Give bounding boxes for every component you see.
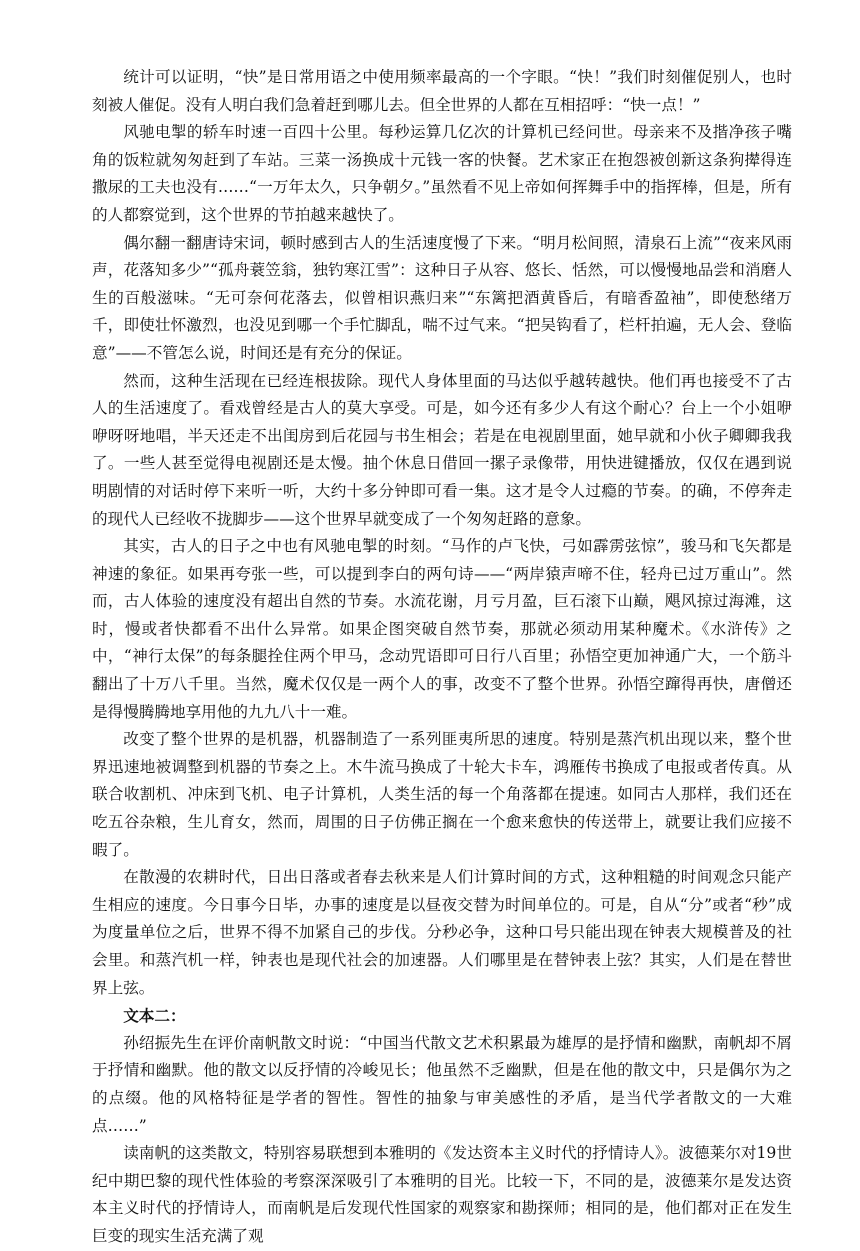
paragraph: 然而，这种生活现在已经连根拔除。现代人身体里面的马达似乎越转越快。他们再也接受不了古人的生活速度了。看戏曾经是古人的莫大享受。可是，如今还有多少人有这个耐心？台上一个小姐咿咿呀呀地唱，半天还走不出闺房到后花园与书生相会；若是在电视剧里面，她早就和小伙子卿卿我我了。一些人甚至觉得电视剧还是太慢。抽个休息日借回一摞子录像带，用快进键播放，仅仅在遇到说明剧情的对话时停下来听一听，大约十多分钟即可看一集。这才是令人过瘾的节奏。的确，不停奔走的现代人已经收不拢脚步——这个世界早就变成了一个匆匆赶路的意象。 [92,371,792,528]
paragraph: 偶尔翻一翻唐诗宋词，顿时感到古人的生活速度慢了下来。“明月松间照，清泉石上流”“夜来风雨声，花落知多少”“孤舟蓑笠翁，独钓寒江雪”：这种日子从容、悠长、恬然，可以慢慢地品尝和消磨人生的百般滋味。“无可奈何花落去，似曾相识燕归来”“东篱把酒黄昏后，有暗香盈袖”，即使愁绪万千，即使壮怀激烈，也没见到哪一个手忙脚乱，喘不过气来。“把吴钩看了，栏杆拍遍，无人会、登临意”——不管怎么说，时间还是有充分的保证。 [92,233,792,362]
paragraph: 在散漫的农耕时代，日出日落或者春去秋来是人们计算时间的方式，这种粗糙的时间观念只能产生相应的速度。今日事今日毕，办事的速度是以昼夜交替为时间单位的。可是，自从“分”或者“秒”成为度量单位之后，世界不得不加紧自己的步伐。分秒必争，这种口号只能出现在钟表大规模普及的社会里。和蒸汽机一样，钟表也是现代社会的加速器。人们哪里是在替钟表上弦？其实，人们是在替世界上弦。 [92,868,792,997]
paragraph: 孙绍振先生在评价南帆散文时说：“中国当代散文艺术积累最为雄厚的是抒情和幽默，南帆却不屑于抒情和幽默。他的散文以反抒情的冷峻见长；他虽然不乏幽默，但是在他的散文中，只是偶尔为之的点缀。他的风格特征是学者的智性。智性的抽象与审美感性的矛盾，是当代学者散文的一大难点……” [92,1033,792,1135]
paragraph: 读南帆的这类散文，特别容易联想到本雅明的《发达资本主义时代的抒情诗人》。波德莱尔对19世纪中期巴黎的现代性体验的考察深深吸引了本雅明的目光。比较一下，不同的是，波德莱尔是发达资本主义时代的抒情诗人，而南帆是后发现代性国家的观察家和勘探师；相同的是，他们都对正在发生巨变的现实生活充满了观 [92,1144,792,1245]
paragraph: 风驰电掣的轿车时速一百四十公里。每秒运算几亿次的计算机已经问世。母亲来不及揩净孩子嘴角的饭粒就匆匆赶到了车站。三菜一汤换成十元钱一客的快餐。艺术家正在抱怨被创新这条狗撵得连撒尿的工夫也没有……“一万年太久，只争朝夕。”虽然看不见上帝如何挥舞手中的指挥棒，但是，所有的人都察觉到，这个世界的节拍越来越快了。 [92,123,792,224]
document-body [92,64,792,1251]
paragraph: 其实，古人的日子之中也有风驰电掣的时刻。“马作的卢飞快，弓如霹雳弦惊”，骏马和飞矢都是神速的象征。如果再夸张一些，可以提到李白的两句诗——“两岸猿声啼不住，轻舟已过万重山”。然而，古人体验的速度没有超出自然的节奏。水流花谢，月亏月盈，巨石滚下山巅，飓风掠过海滩，这时，慢或者快都看不出什么异常。如果企图突破自然节奏，那就必须动用某种魔术。《水浒传》之中，“神行太保”的每条腿拴住两个甲马，念动咒语即可日行八百里；孙悟空更加神通广大，一个筋斗翻出了十万八千里。当然，魔术仅仅是一两个人的事，改变不了整个世界。孙悟空蹿得再快，唐僧还是得慢腾腾地享用他的九九八十一难。 [92,537,792,721]
paragraph: 统计可以证明，“快”是日常用语之中使用频率最高的一个字眼。“快！”我们时刻催促别人，也时刻被人催促。没有人明白我们急着赶到哪儿去。但全世界的人都在互相招呼：“快一点！” [92,68,792,114]
paragraph: 改变了整个世界的是机器，机器制造了一系列匪夷所思的速度。特别是蒸汽机出现以来，整个世界迅速地被调整到机器的节奏之上。木牛流马换成了十轮大卡车，鸿雁传书换成了电报或者传真。从联合收割机、冲床到飞机、电子计算机，人类生活的每一个角落都在提速。如同古人那样，我们还在吃五谷杂粮，生儿育女，然而，周围的日子仿佛正搁在一个愈来愈快的传送带上，就要让我们应接不暇了。 [92,730,792,859]
section-heading-text-two: 文本二： [123,1006,186,1026]
